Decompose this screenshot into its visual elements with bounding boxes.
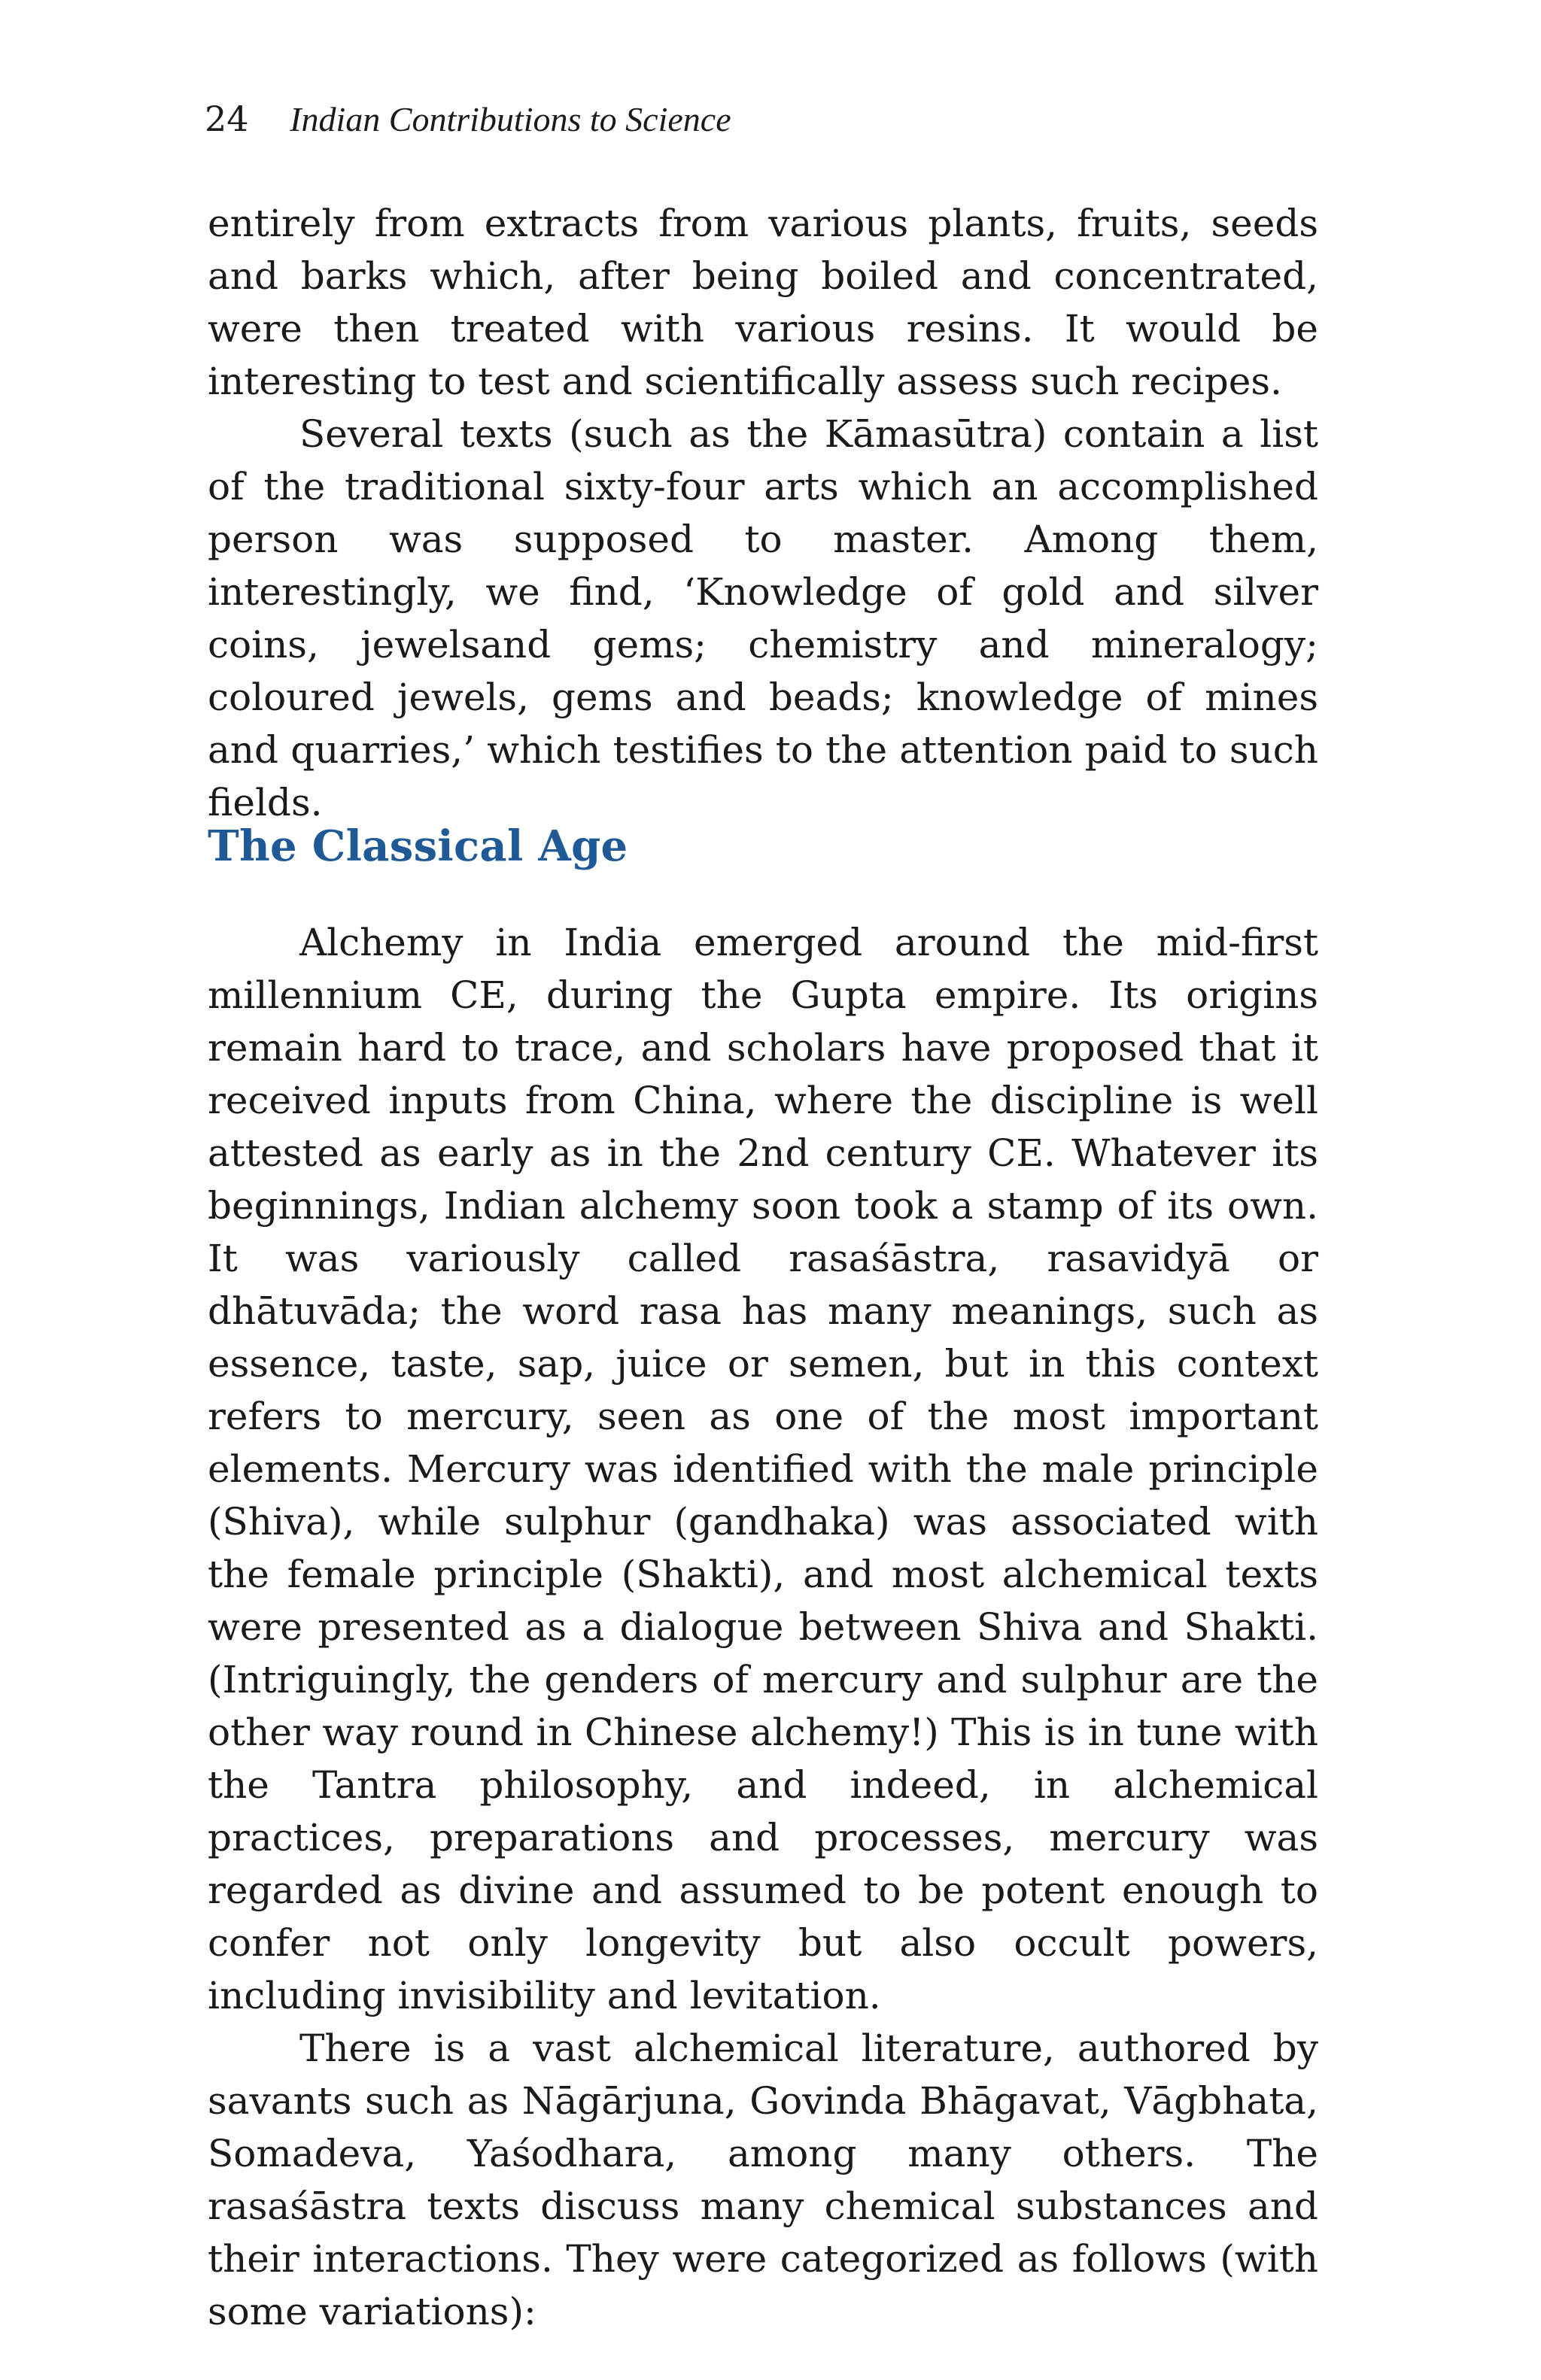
continued-paragraph: entirely from extracts from various plants, fruits, seeds and barks which, after being boiled and concentrated, were then treated with various resins. It would be interesting to test and scientifically assess such recipes. [208, 202, 1318, 403]
running-head [205, 96, 731, 142]
section-heading: The Classical Age [208, 821, 628, 871]
literature-paragraph: There is a vast alchemical literature, authored by savants such as Nāgārjuna, Govinda Bhāgavat, Vāgbhata, Somadeva, Yaśodhara, among many others. The rasaśāstra texts discuss many chemical substances and their interactions. They were categorized as follows (with some variations): [208, 2026, 1318, 2333]
classical-age-section [208, 817, 1318, 2338]
opening-text [208, 197, 1318, 829]
arts-paragraph: Several texts (such as the Kāmasūtra) contain a list of the traditional sixty-four arts which an accomplished person was supposed to master. Among them, interestingly, we find, ‘Knowledge of gold and silver coins, jewelsand gems; chemistry and mineralogy; coloured jewels, gems and beads; knowledge of mines and quarries,’ which testifies to the attention paid to such fields. [208, 412, 1318, 824]
alchemy-paragraph: Alchemy in India emerged around the mid-first millennium CE, during the Gupta empire. Its origins remain hard to trace, and scholars have proposed that it received inputs from China, where the discipline is well attested as early as in the 2nd century CE. Whatever its beginnings, Indian alchemy soon took a stamp of its own. It was variously called rasaśāstra, rasavidyā or dhātuvāda; the word rasa has many meanings, such as essence, taste, sap, juice or semen, but in this context refers to mercury, seen as one of the most important elements. Mercury was identified with the male principle (Shiva), while sulphur (gandhaka) was associated with the female principle (Shakti), and most alchemical texts were presented as a dialogue between Shiva and Shakti. (Intriguingly, the genders of mercury and sulphur are the other way round in Chinese alchemy!) This is in tune with the Tantra philosophy, and indeed, in alchemical practices, preparations and processes, mercury was regarded as divine and assumed to be potent enough to confer not only longevity but also occult powers, including invisibility and levitation. [208, 921, 1318, 2017]
book-title: Indian Contributions to Science [290, 100, 731, 138]
page-number: 24 [205, 99, 249, 139]
